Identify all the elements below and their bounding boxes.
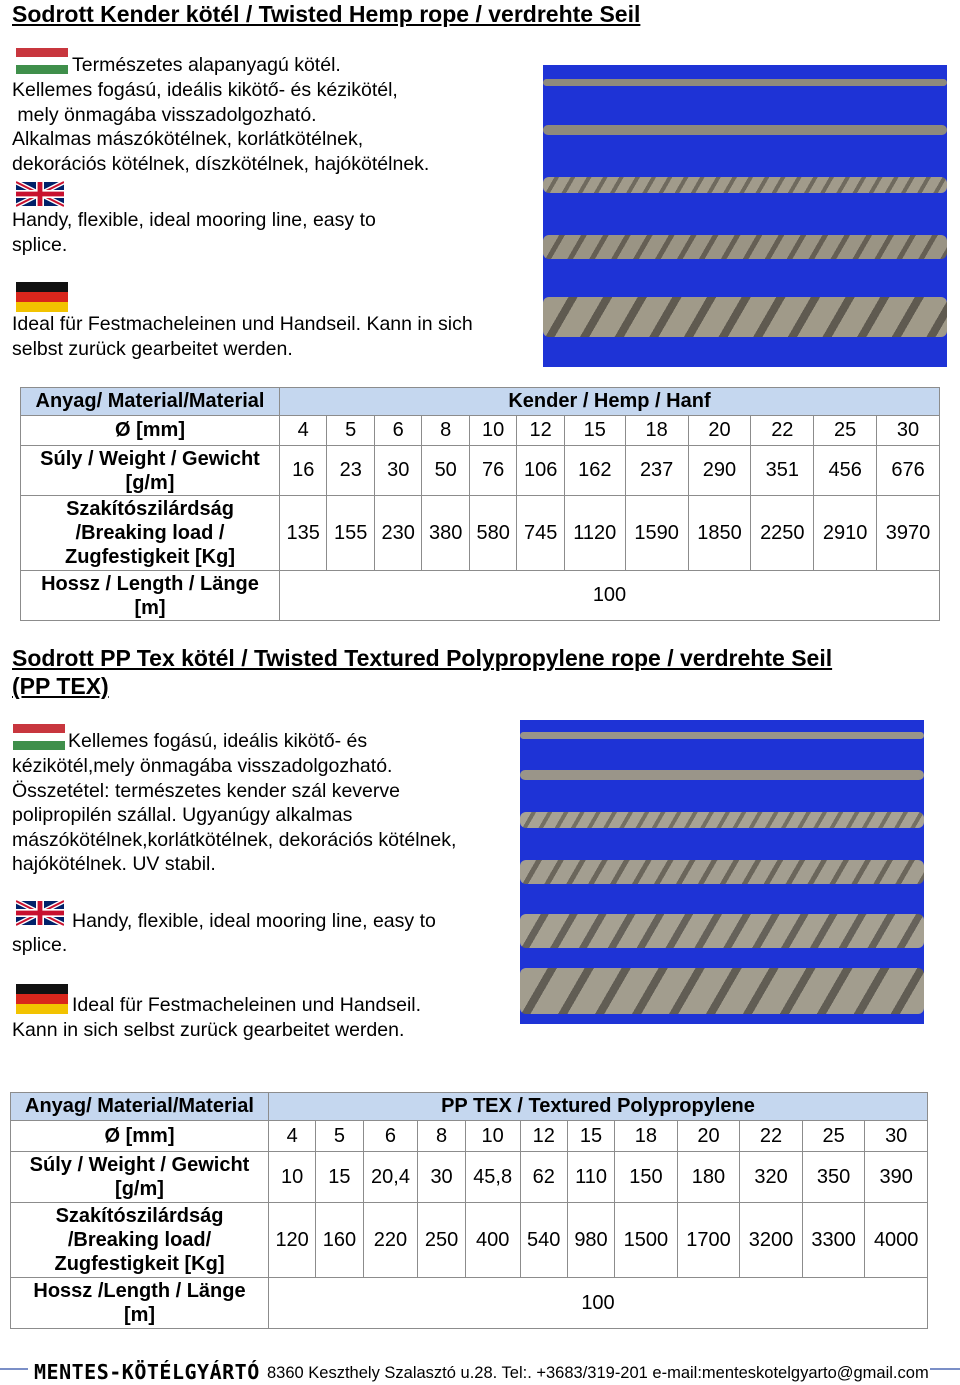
breaking-load-cell: 4000 <box>865 1203 928 1278</box>
section1-hu-text <box>12 78 512 176</box>
weight-label <box>11 1152 269 1203</box>
breaking-load-cell: 2250 <box>751 496 814 571</box>
diameter-cell: 15 <box>567 1121 614 1152</box>
breaking-load-cell: 220 <box>363 1203 418 1278</box>
german-flag-icon <box>16 282 68 312</box>
label-line: Hossz / Length / Länge <box>41 572 259 595</box>
text-line: hajókötélnek. UV stabil. <box>12 853 216 875</box>
section2-title <box>12 644 832 700</box>
weight-cell: 106 <box>517 446 564 496</box>
breaking-load-cell: 2910 <box>814 496 877 571</box>
text-line: splice. <box>12 233 68 256</box>
diameter-cell: 18 <box>615 1121 678 1152</box>
table-row <box>21 416 940 446</box>
diameter-cell: 10 <box>469 416 516 446</box>
section2-hu-text <box>12 754 512 877</box>
title-line: Sodrott PP Tex kötél / Twisted Textured Polypropylene rope / verdrehte Seil <box>12 645 833 671</box>
hungarian-flag-icon <box>16 48 68 74</box>
table-row <box>21 388 940 416</box>
label-line: /Breaking load/ <box>67 1229 212 1251</box>
breaking-load-cell: 980 <box>567 1203 614 1278</box>
weight-cell: 30 <box>418 1152 465 1203</box>
footer-contact: 8360 Keszthely Szalasztó u.28. Tel:. +3683/319-201 e-mail:menteskotelgyarto@gmail.com <box>267 1364 929 1382</box>
weight-cell: 62 <box>520 1152 567 1203</box>
diameter-cell: 6 <box>374 416 421 446</box>
text-line: dekorációs kötélnek, díszkötélnek, hajókötélnek. <box>12 152 430 175</box>
breaking-load-cell: 540 <box>520 1203 567 1278</box>
length-label <box>11 1278 269 1329</box>
weight-cell: 110 <box>567 1152 614 1203</box>
label-line: [g/m] <box>115 1178 164 1200</box>
weight-cell: 10 <box>269 1152 316 1203</box>
section1-de-text <box>12 312 473 361</box>
label-line: [g/m] <box>125 471 175 494</box>
weight-cell: 16 <box>280 446 327 496</box>
company-logo: MENTES-KÖTÉLGYÁRTÓ <box>34 1360 260 1384</box>
breaking-load-cell: 155 <box>327 496 374 571</box>
length-value: 100 <box>280 571 940 621</box>
label-line: Szakítószilárdság <box>55 1205 224 1227</box>
title-line: (PP TEX) <box>12 673 109 699</box>
label-line: [m] <box>123 1304 156 1326</box>
weight-cell: 20,4 <box>363 1152 418 1203</box>
diameter-cell: 20 <box>677 1121 740 1152</box>
text-line: kézikötél,mely önmagába visszadolgozható. <box>12 755 393 777</box>
hungarian-flag-icon <box>13 724 65 750</box>
section2-en-second-line: splice. <box>12 934 68 956</box>
diameter-cell: 20 <box>688 416 751 446</box>
weight-cell: 351 <box>751 446 814 496</box>
breaking-load-cell: 1700 <box>677 1203 740 1278</box>
rope-strand <box>520 770 924 780</box>
weight-cell: 50 <box>422 446 469 496</box>
rope-strand <box>520 914 924 948</box>
breaking-load-cell: 230 <box>374 496 421 571</box>
label-line: Súly / Weight / Gewicht <box>40 447 260 470</box>
uk-flag-icon <box>16 899 64 927</box>
rope-strand <box>543 79 947 86</box>
rope-strand <box>543 235 947 259</box>
diameter-cell: 12 <box>520 1121 567 1152</box>
weight-cell: 290 <box>688 446 751 496</box>
rope-strand <box>543 125 947 135</box>
diameter-cell: 22 <box>740 1121 803 1152</box>
breaking-load-cell: 580 <box>469 496 516 571</box>
material-label: Anyag/ Material/Material <box>11 1093 269 1121</box>
footer-rule-left <box>0 1368 28 1370</box>
rope-strand <box>520 732 924 739</box>
section1-title: Sodrott Kender kötél / Twisted Hemp rope / verdrehte Seil <box>12 1 641 27</box>
label-line: Zugfestigkeit [Kg] <box>54 1253 225 1275</box>
text-line: selbst zurück gearbeitet werden. <box>12 337 293 360</box>
german-flag-icon <box>16 984 68 1014</box>
diameter-label: Ø [mm] <box>21 416 280 446</box>
rope-strand <box>520 968 924 1014</box>
section1-hu-first-line: Természetes alapanyagú kötél. <box>72 54 341 76</box>
breaking-load-cell: 3300 <box>802 1203 865 1278</box>
material-value: PP TEX / Textured Polypropylene <box>269 1093 928 1121</box>
breaking-load-cell: 1120 <box>564 496 625 571</box>
text-line: Handy, flexible, ideal mooring line, easy to <box>12 209 376 231</box>
text-line: mely önmagába visszadolgozható. <box>12 103 317 126</box>
section2-en-first-line: Handy, flexible, ideal mooring line, easy to <box>72 910 436 932</box>
section1-en-text <box>12 208 376 257</box>
diameter-cell: 6 <box>363 1121 418 1152</box>
pptex-spec-table <box>10 1092 928 1329</box>
breaking-load-cell: 135 <box>280 496 327 571</box>
breaking-load-cell: 3970 <box>877 496 940 571</box>
table-row <box>11 1152 928 1203</box>
diameter-cell: 5 <box>316 1121 363 1152</box>
section2-de-second-line: Kann in sich selbst zurück gearbeitet werden. <box>12 1019 405 1041</box>
diameter-cell: 30 <box>865 1121 928 1152</box>
weight-cell: 162 <box>564 446 625 496</box>
rope-strand <box>543 297 947 337</box>
weight-cell: 23 <box>327 446 374 496</box>
rope-strand <box>520 812 924 828</box>
label-line: /Breaking load / <box>75 522 225 544</box>
breaking-load-cell: 3200 <box>740 1203 803 1278</box>
material-value: Kender / Hemp / Hanf <box>280 388 940 416</box>
table-row <box>11 1121 928 1152</box>
diameter-cell: 15 <box>564 416 625 446</box>
weight-cell: 30 <box>374 446 421 496</box>
diameter-cell: 5 <box>327 416 374 446</box>
rope-strand <box>520 860 924 884</box>
breaking-load-label <box>21 496 280 571</box>
table-row <box>11 1093 928 1121</box>
weight-cell: 350 <box>802 1152 865 1203</box>
breaking-load-label <box>11 1203 269 1278</box>
breaking-load-cell: 250 <box>418 1203 465 1278</box>
diameter-label: Ø [mm] <box>11 1121 269 1152</box>
breaking-load-cell: 400 <box>465 1203 520 1278</box>
material-label: Anyag/ Material/Material <box>21 388 280 416</box>
weight-cell: 150 <box>615 1152 678 1203</box>
diameter-cell: 18 <box>625 416 688 446</box>
weight-cell: 456 <box>814 446 877 496</box>
breaking-load-cell: 1500 <box>615 1203 678 1278</box>
text-line: Összetétel: természetes kender szál keverve <box>12 779 400 802</box>
uk-flag-icon <box>16 180 64 208</box>
length-value: 100 <box>269 1278 928 1329</box>
label-line: Súly / Weight / Gewicht <box>29 1154 250 1176</box>
section2-de-first-line: Ideal für Festmacheleinen und Handseil. <box>72 994 422 1016</box>
table-row <box>21 496 940 571</box>
label-line: Hossz /Length / Länge <box>33 1280 246 1302</box>
breaking-load-cell: 1850 <box>688 496 751 571</box>
diameter-cell: 30 <box>877 416 940 446</box>
weight-label <box>21 446 280 496</box>
hemp-rope-photo <box>543 65 947 367</box>
diameter-cell: 25 <box>802 1121 865 1152</box>
diameter-cell: 4 <box>280 416 327 446</box>
diameter-cell: 8 <box>422 416 469 446</box>
label-line: Zugfestigkeit [Kg] <box>65 546 235 568</box>
breaking-load-cell: 1590 <box>625 496 688 571</box>
diameter-cell: 22 <box>751 416 814 446</box>
table-row <box>21 446 940 496</box>
text-line: Kellemes fogású, ideális kikötő- és kézikötél, <box>12 79 398 101</box>
diameter-cell: 25 <box>814 416 877 446</box>
text-line: Alkalmas mászókötélnek, korlátkötélnek, <box>12 128 364 150</box>
text-line: polipropilén szállal. Ugyanúgy alkalmas <box>12 804 353 826</box>
weight-cell: 15 <box>316 1152 363 1203</box>
weight-cell: 180 <box>677 1152 740 1203</box>
table-row <box>11 1203 928 1278</box>
rope-strand <box>543 177 947 193</box>
weight-cell: 390 <box>865 1152 928 1203</box>
weight-cell: 76 <box>469 446 516 496</box>
breaking-load-cell: 160 <box>316 1203 363 1278</box>
label-line: [m] <box>134 596 166 619</box>
weight-cell: 45,8 <box>465 1152 520 1203</box>
table-row <box>21 571 940 621</box>
diameter-cell: 8 <box>418 1121 465 1152</box>
weight-cell: 237 <box>625 446 688 496</box>
diameter-cell: 12 <box>517 416 564 446</box>
table-row <box>11 1278 928 1329</box>
pptex-rope-photo <box>520 720 924 1024</box>
diameter-cell: 4 <box>269 1121 316 1152</box>
weight-cell: 320 <box>740 1152 803 1203</box>
hemp-spec-table <box>20 387 940 621</box>
footer-rule-right <box>930 1368 960 1370</box>
breaking-load-cell: 745 <box>517 496 564 571</box>
section2-hu-first-line: Kellemes fogású, ideális kikötő- és <box>68 730 368 752</box>
label-line: Szakítószilárdság <box>66 498 234 520</box>
breaking-load-cell: 120 <box>269 1203 316 1278</box>
text-line: mászókötélnek,korlátkötélnek, dekorációs kötélnek, <box>12 828 457 851</box>
length-label <box>21 571 280 621</box>
weight-cell: 676 <box>877 446 940 496</box>
diameter-cell: 10 <box>465 1121 520 1152</box>
breaking-load-cell: 380 <box>422 496 469 571</box>
text-line: Ideal für Festmacheleinen und Handseil. Kann in sich <box>12 313 473 335</box>
